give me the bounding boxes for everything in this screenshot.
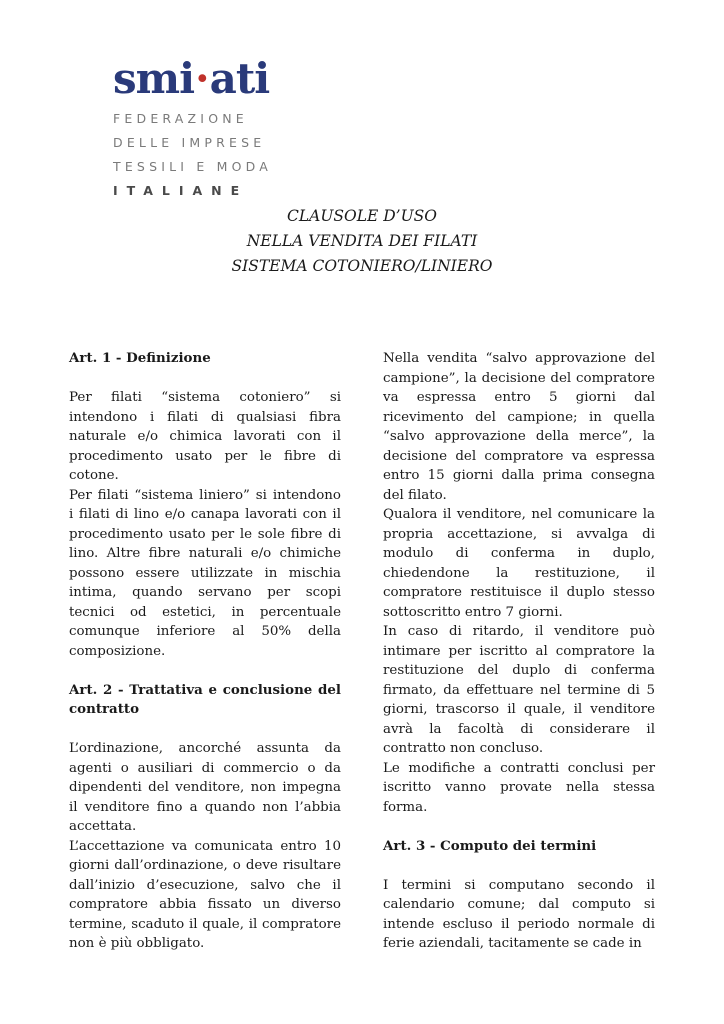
logo-word-left: smi xyxy=(113,54,195,103)
logo-tagline xyxy=(113,107,272,203)
logo-line-1: FEDERAZIONE xyxy=(113,111,248,126)
logo-line-2: DELLE IMPRESE xyxy=(113,135,266,150)
art2-heading: Art. 2 - Trattativa e conclusione del contratto xyxy=(69,681,341,717)
art3-heading: Art. 3 - Computo dei termini xyxy=(383,837,597,854)
left-column xyxy=(69,349,341,954)
title-line-2: NELLA VENDITA DEI FILATI xyxy=(246,232,478,250)
art2-paragraph-2: L’accettazione va comunicata entro 10 giorni dall’ordinazione, o deve risultare dall’inizio d’esecuzione, salvo che il compratore abbia fissato un diverso termine, scaduto il quale, il compratore non è più obbligato. xyxy=(69,838,341,951)
art2-paragraph-4: Qualora il venditore, nel comunicare la propria accettazione, si avvalga di modulo di conferma in duplo, chiedendone la restituzione, il compratore restituisce il duplo stesso sottoscritto entro 7 giorni. xyxy=(383,507,655,620)
art2-paragraph-1: L’ordinazione, ancorché assunta da agenti o ausiliari di commercio o da dipendenti del venditore, non impegna il venditore fino a quando non l’abbia accettata. xyxy=(69,741,341,834)
smi-ati-logo xyxy=(113,54,272,203)
art2-paragraph-3: Nella vendita “salvo approvazione del campione”, la decisione del compratore va espressa entro 5 giorni dal ricevimento del campione; in quella “salvo approvazione della merce”, la decisione del compratore va espressa entro 15 giorni dalla prima consegna del filato. xyxy=(383,351,655,503)
title-line-1: CLAUSOLE D’USO xyxy=(286,207,437,225)
art1-heading: Art. 1 - Definizione xyxy=(69,350,211,366)
right-column xyxy=(383,349,655,954)
logo-line-4: ITALIANE xyxy=(113,183,249,198)
art1-paragraph-2: Per filati “sistema liniero” si intendono i filati di lino e/o canapa lavorati con il procedimento usato per le sole fibre di lino. Altre fibre naturali e/o chimiche possono essere utilizzate in mischia intima, quando servano per scopi tecnici od estetici, in percentuale comunque inferiore al 50% della composizione. xyxy=(69,487,341,659)
logo-wordmark xyxy=(113,54,272,103)
art2-paragraph-5: In caso di ritardo, il venditore può intimare per iscritto al compratore la restituzione del duplo di conferma firmato, da effettuare nel termine di 5 giorni, trascorso il quale, il venditore avrà la facoltà di considerare il contratto non concluso. xyxy=(383,624,655,756)
document-title xyxy=(180,204,544,279)
title-line-3: SISTEMA COTONIERO/LINIERO xyxy=(231,257,493,275)
art3-paragraph-1: I termini si computano secondo il calendario comune; dal computo si intende escluso il periodo normale di ferie aziendali, tacitamente se cade in xyxy=(383,877,655,951)
logo-word-dot: · xyxy=(195,54,209,103)
art1-paragraph-1: Per filati “sistema cotoniero” si intendono i filati di qualsiasi fibra naturale e/o chimica lavorati con il procedimento usato per le fibre di cotone. xyxy=(69,390,341,483)
logo-line-3: TESSILI E MODA xyxy=(113,159,272,174)
art2-paragraph-6: Le modifiche a contratti conclusi per iscritto vanno provate nella stessa forma. xyxy=(383,760,655,815)
logo-word-right: ati xyxy=(209,54,270,103)
